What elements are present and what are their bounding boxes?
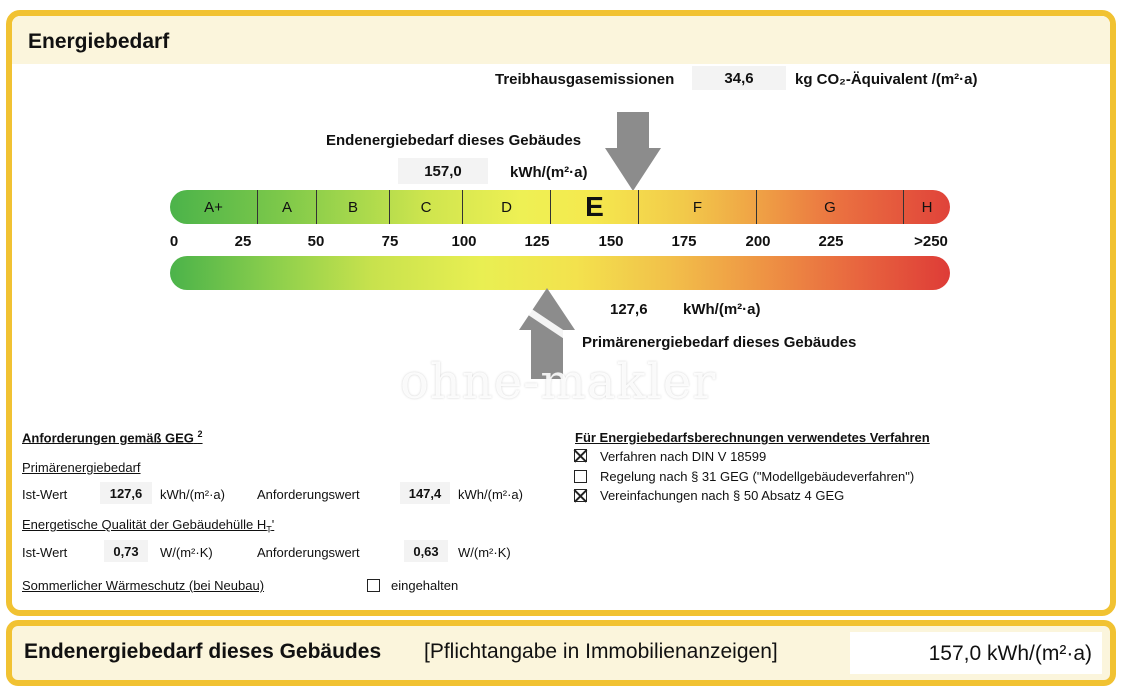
- anf-primary-unit: kWh/(m²·a): [458, 487, 523, 502]
- scale-tick: 225: [818, 233, 844, 250]
- ist-label: Ist-Wert: [22, 487, 68, 502]
- anf-label: Anforderungswert: [257, 487, 360, 502]
- ist-envelope-unit: W/(m²·K): [160, 545, 213, 560]
- emissions-label: Treibhausgasemissionen: [495, 71, 675, 88]
- anf-label: Anforderungswert: [257, 545, 360, 560]
- ist-primary-unit: kWh/(m²·a): [160, 487, 225, 502]
- primary-energy-unit: kWh/(m²·a): [683, 301, 761, 318]
- endenergy-arrow-icon: [604, 112, 662, 192]
- method-simplified-label: Vereinfachungen nach § 50 Absatz 4 GEG: [600, 488, 845, 503]
- ist-label: Ist-Wert: [22, 545, 68, 560]
- page-title: Energiebedarf: [28, 30, 170, 53]
- method-simplified-checkbox[interactable]: [574, 489, 587, 502]
- class-segment: F: [639, 190, 757, 224]
- scale-tick: 150: [598, 233, 624, 250]
- scale-tick: 125: [524, 233, 550, 250]
- scale-tick: 175: [671, 233, 697, 250]
- summer-protection-label: Sommerlicher Wärmeschutz (bei Neubau): [22, 578, 265, 593]
- envelope-quality-subtitle: Energetische Qualität der Gebäudehülle $H_T'$: [22, 517, 275, 535]
- emissions-value: 34,6: [692, 66, 786, 90]
- watermark-text: ohne-makler: [400, 354, 717, 410]
- energy-scale-bar: [170, 190, 950, 224]
- scale-tick: 25: [234, 233, 252, 250]
- anf-envelope-value: 0,63: [404, 540, 448, 562]
- scale-tick: >250: [914, 233, 948, 250]
- panel-header: [12, 16, 1110, 64]
- endenergy-value: 157,0: [398, 158, 488, 184]
- eingehalten-label: eingehalten: [391, 578, 459, 593]
- footer-title: Endenergiebedarf dieses Gebäudes: [24, 640, 382, 663]
- energy-gradient-bar: [170, 256, 950, 290]
- requirements-title: Anforderungen gemäß GEG $^2$: [22, 429, 203, 446]
- mandatory-info-footer: [6, 620, 1116, 686]
- method-din-checkbox[interactable]: [574, 449, 587, 462]
- scale-tick: 50: [307, 233, 325, 250]
- footer-value: 157,0 kWh/(m²·a): [850, 632, 1102, 674]
- class-segment: B: [317, 190, 390, 224]
- primary-energy-value: 127,6: [610, 301, 648, 318]
- scale-tick: 100: [451, 233, 477, 250]
- class-segment-current: E: [551, 190, 639, 224]
- scale-tick: 200: [745, 233, 771, 250]
- class-segment: D: [463, 190, 551, 224]
- anf-primary-value: 147,4: [400, 482, 450, 504]
- method-model-label: Regelung nach § 31 GEG ("Modellgebäudeverfahren"): [600, 469, 915, 484]
- scale-tick: 0: [169, 233, 179, 250]
- scale-tick: 75: [381, 233, 399, 250]
- primary-energy-subtitle: Primärenergiebedarf: [22, 460, 141, 475]
- class-segment: G: [757, 190, 904, 224]
- emissions-unit: kg CO₂-Äquivalent /(m²·a): [795, 71, 978, 88]
- class-segment: H: [921, 198, 933, 216]
- endenergy-label: Endenergiebedarf dieses Gebäudes: [326, 132, 582, 149]
- footer-subtitle: [Pflichtangabe in Immobilienanzeigen]: [424, 640, 778, 663]
- class-segment: A: [258, 190, 317, 224]
- class-segment: A+: [170, 190, 258, 224]
- method-din-label: Verfahren nach DIN V 18599: [600, 449, 767, 464]
- primary-energy-label: Primärenergiebedarf dieses Gebäudes: [582, 334, 857, 351]
- anf-envelope-unit: W/(m²·K): [458, 545, 511, 560]
- endenergy-unit: kWh/(m²·a): [510, 164, 588, 181]
- ist-envelope-value: 0,73: [104, 540, 148, 562]
- ist-primary-value: 127,6: [100, 482, 152, 504]
- summer-protection-checkbox[interactable]: [367, 579, 380, 592]
- method-model-checkbox[interactable]: [574, 470, 587, 483]
- class-segment: C: [390, 190, 463, 224]
- method-title: Für Energiebedarfsberechnungen verwendetes Verfahren: [575, 430, 930, 445]
